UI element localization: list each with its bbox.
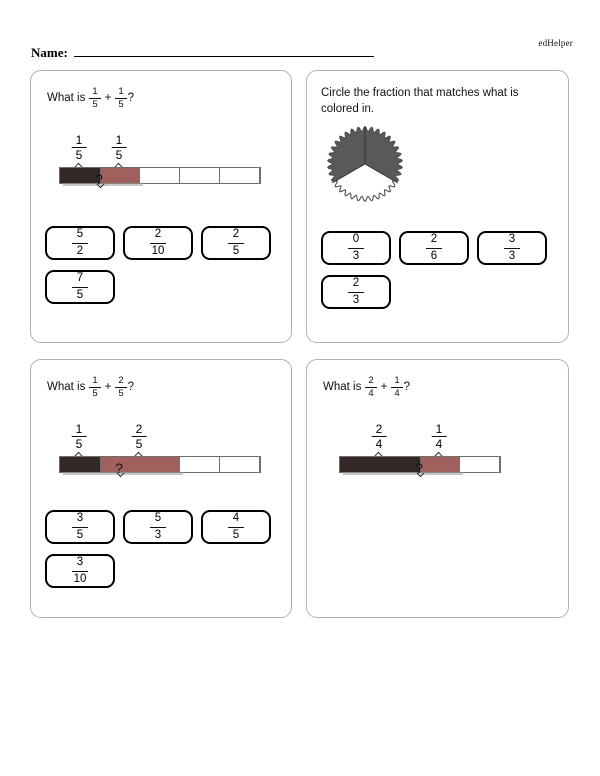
unknown-marker-4: ? bbox=[415, 460, 423, 476]
numerator: 2 bbox=[132, 423, 147, 437]
numerator: 7 bbox=[72, 273, 88, 288]
answer-choice[interactable] bbox=[123, 510, 193, 544]
denominator: 5 bbox=[76, 288, 84, 301]
numerator: 1 bbox=[115, 87, 126, 99]
answer-choice[interactable] bbox=[477, 231, 547, 265]
answer-choices-3 bbox=[45, 510, 285, 598]
pie-svg bbox=[327, 126, 403, 202]
problem-panel-3 bbox=[30, 359, 292, 618]
numerator: 3 bbox=[504, 234, 520, 249]
name-label: Name: bbox=[31, 45, 68, 60]
denominator: 6 bbox=[430, 249, 438, 262]
unknown-marker-1: ? bbox=[95, 171, 103, 187]
bar-segment-filled bbox=[380, 457, 420, 472]
numerator: 1 bbox=[391, 376, 402, 388]
fraction-bar-model-1 bbox=[59, 133, 261, 187]
answer-choice[interactable] bbox=[123, 226, 193, 260]
numerator: 2 bbox=[150, 229, 166, 244]
scalloped-pie-diagram bbox=[327, 126, 403, 207]
bar-segment-filled bbox=[140, 457, 180, 472]
denominator: 10 bbox=[73, 572, 87, 585]
denominator: 5 bbox=[115, 148, 123, 162]
edhelper-logo: edHelper bbox=[538, 38, 573, 48]
denominator: 10 bbox=[151, 244, 165, 257]
answer-choice[interactable] bbox=[399, 231, 469, 265]
bar-label-1b bbox=[112, 134, 127, 161]
numerator: 1 bbox=[72, 134, 87, 148]
unknown-marker-3: ? bbox=[115, 460, 123, 476]
denominator: 5 bbox=[118, 98, 124, 110]
answer-choices-1 bbox=[45, 226, 285, 314]
numerator: 1 bbox=[89, 376, 100, 388]
bar-shadow bbox=[343, 472, 463, 475]
name-write-line[interactable] bbox=[74, 56, 374, 57]
addend-fraction-1a bbox=[89, 87, 100, 109]
denominator: 4 bbox=[394, 387, 400, 399]
fraction-bar-model-3 bbox=[59, 422, 261, 476]
numerator: 3 bbox=[72, 513, 88, 528]
addend-fraction-1b bbox=[115, 87, 126, 109]
bar-segment-filled bbox=[60, 457, 100, 472]
answer-choice[interactable] bbox=[45, 510, 115, 544]
numerator: 1 bbox=[432, 423, 447, 437]
numerator: 1 bbox=[72, 423, 87, 437]
bar-segment-empty bbox=[180, 457, 220, 472]
question-text-1 bbox=[47, 87, 134, 109]
denominator: 5 bbox=[92, 387, 98, 399]
denominator: 4 bbox=[375, 437, 383, 451]
bar-label-4a bbox=[372, 423, 387, 450]
addend-fraction-3a bbox=[89, 376, 100, 398]
problem-panel-2 bbox=[306, 70, 569, 343]
fraction-bar-model-4 bbox=[339, 422, 501, 476]
denominator: 4 bbox=[435, 437, 443, 451]
denominator: 5 bbox=[75, 437, 83, 451]
numerator: 2 bbox=[426, 234, 442, 249]
question-text-4 bbox=[323, 376, 410, 398]
denominator: 3 bbox=[352, 249, 360, 262]
bar-labels bbox=[59, 133, 261, 167]
numerator: 1 bbox=[112, 134, 127, 148]
answer-choice[interactable] bbox=[201, 226, 271, 260]
bar-label-3b bbox=[132, 423, 147, 450]
denominator: 5 bbox=[75, 148, 83, 162]
numerator: 1 bbox=[89, 87, 100, 99]
bar-segment-empty bbox=[140, 168, 180, 183]
question-text-3 bbox=[47, 376, 134, 398]
bar-label-1a bbox=[72, 134, 87, 161]
question-suffix: ? bbox=[127, 92, 135, 104]
answer-choice[interactable] bbox=[321, 231, 391, 265]
denominator: 3 bbox=[154, 528, 162, 541]
question-prefix: What is bbox=[323, 381, 362, 393]
problem-panel-4 bbox=[306, 359, 569, 618]
bar-segment-filled bbox=[420, 457, 460, 472]
numerator: 5 bbox=[72, 229, 88, 244]
answer-choice[interactable] bbox=[201, 510, 271, 544]
bar-segment-filled bbox=[340, 457, 380, 472]
denominator: 5 bbox=[92, 98, 98, 110]
plus-operator: + bbox=[104, 92, 112, 104]
question-prefix: What is bbox=[47, 381, 86, 393]
denominator: 5 bbox=[118, 387, 124, 399]
numerator: 4 bbox=[228, 513, 244, 528]
answer-choice[interactable] bbox=[45, 226, 115, 260]
plus-operator: + bbox=[104, 381, 112, 393]
plus-operator: + bbox=[380, 381, 388, 393]
bar-labels bbox=[59, 422, 261, 456]
denominator: 5 bbox=[135, 437, 143, 451]
prompt-text-2: Circle the fraction that matches what is colored in. bbox=[321, 87, 519, 115]
numerator: 5 bbox=[150, 513, 166, 528]
bar-segment-empty bbox=[220, 168, 260, 183]
answer-choices-2 bbox=[321, 231, 561, 319]
question-suffix: ? bbox=[403, 381, 411, 393]
addend-fraction-3b bbox=[115, 376, 126, 398]
fraction-bar bbox=[59, 456, 261, 473]
question-prefix: What is bbox=[47, 92, 86, 104]
denominator: 2 bbox=[76, 244, 84, 257]
denominator: 5 bbox=[76, 528, 84, 541]
numerator: 2 bbox=[228, 229, 244, 244]
numerator: 2 bbox=[348, 278, 364, 293]
denominator: 5 bbox=[232, 528, 240, 541]
bar-segment-filled bbox=[60, 168, 100, 183]
bar-segment-filled bbox=[100, 168, 140, 183]
bar-segment-empty bbox=[460, 457, 500, 472]
answer-choice[interactable] bbox=[321, 275, 391, 309]
numerator: 3 bbox=[72, 557, 88, 572]
denominator: 3 bbox=[508, 249, 516, 262]
name-field-row bbox=[31, 46, 374, 59]
numerator: 2 bbox=[365, 376, 376, 388]
numerator: 0 bbox=[348, 234, 364, 249]
denominator: 5 bbox=[232, 244, 240, 257]
answer-choice[interactable] bbox=[45, 554, 115, 588]
bar-label-3a bbox=[72, 423, 87, 450]
bar-segment-empty bbox=[220, 457, 260, 472]
problem-panel-1 bbox=[30, 70, 292, 343]
bar-labels bbox=[339, 422, 501, 456]
numerator: 2 bbox=[372, 423, 387, 437]
addend-fraction-4a bbox=[365, 376, 376, 398]
question-suffix: ? bbox=[127, 381, 135, 393]
bar-segment-empty bbox=[180, 168, 220, 183]
denominator: 4 bbox=[368, 387, 374, 399]
bar-label-4b bbox=[432, 423, 447, 450]
answer-choice[interactable] bbox=[45, 270, 115, 304]
numerator: 2 bbox=[115, 376, 126, 388]
fraction-bar bbox=[59, 167, 261, 184]
denominator: 3 bbox=[352, 293, 360, 306]
addend-fraction-4b bbox=[391, 376, 402, 398]
